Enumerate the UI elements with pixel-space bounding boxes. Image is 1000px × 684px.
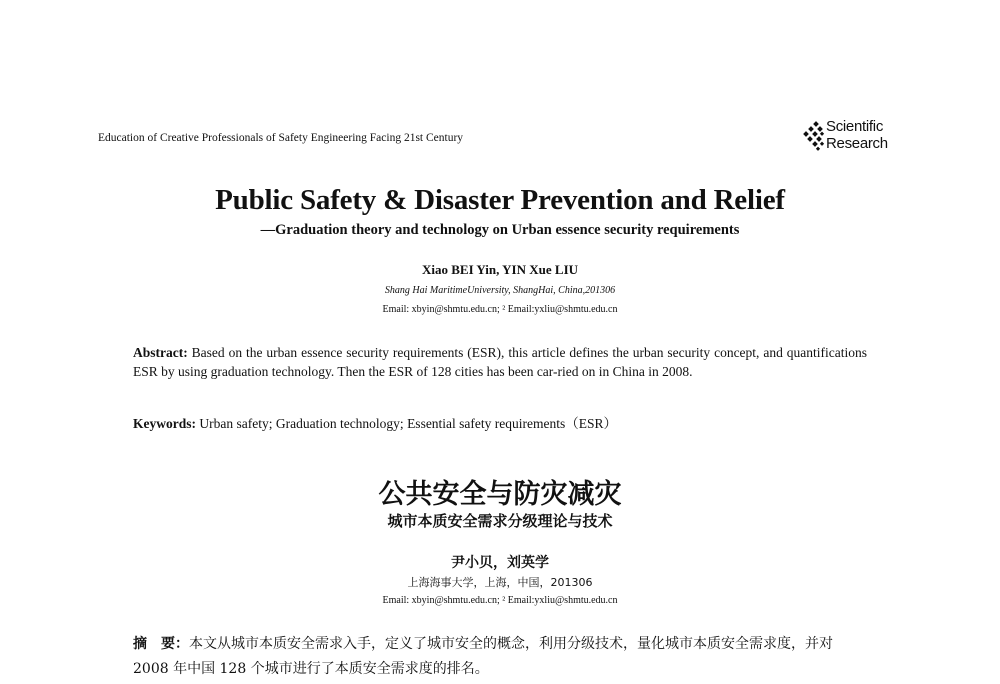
abstract-label: Abstract: xyxy=(133,345,188,360)
chinese-abstract-text: 本文从城市本质安全需求入手，定义了城市安全的概念，利用分级技术，量化城市本质安全需求度，并对 2008 年中国 128 个城市进行了本质安全需求度的排名。 xyxy=(133,636,833,677)
chinese-affiliation: 上海海事大学，上海，中国，201306 xyxy=(407,576,593,589)
running-header: Education of Creative Professionals of Safety Engineering Facing 21st Century xyxy=(98,132,464,144)
keywords xyxy=(133,412,617,432)
keywords-label: Keywords: xyxy=(133,416,196,431)
authors: Xiao BEI Yin, YIN Xue LIU xyxy=(421,262,579,277)
paper-title: Public Safety & Disaster Prevention and Relief xyxy=(215,184,785,216)
chinese-authors: 尹小贝，刘英学 xyxy=(451,555,549,571)
affiliation: Shang Hai MaritimeUniversity, ShangHai, China,201306 xyxy=(384,285,616,296)
chinese-title: 公共安全与防灾减灾 xyxy=(378,479,622,510)
chinese-abstract xyxy=(133,632,873,682)
chinese-email-line: Email: xbyin@shmtu.edu.cn; ² Email:yxliu@shmtu.edu.cn xyxy=(382,595,618,606)
logo-line1: Scientific xyxy=(826,118,884,135)
abstract-text: Based on the urban essence security requirements (ESR), this article defines the urban security concept, and quantifications ESR by using graduation technology. Then the ESR of 128 cities has been car-ried on in China in 2008. xyxy=(133,345,867,379)
keywords-text: Urban safety; Graduation technology; Essential safety requirements（ESR） xyxy=(196,416,618,431)
paper-subtitle: —Graduation theory and technology on Urban essence security requirements xyxy=(260,222,740,238)
publisher-logo xyxy=(800,118,910,158)
chinese-subtitle: 城市本质安全需求分级理论与技术 xyxy=(387,512,613,530)
logo-dots-icon xyxy=(800,120,826,154)
logo-line2: Research xyxy=(826,135,888,152)
abstract xyxy=(133,343,867,381)
email-line: Email: xbyin@shmtu.edu.cn; ² Email:yxliu@shmtu.edu.cn xyxy=(382,304,618,315)
chinese-abstract-label: 摘 要： xyxy=(133,636,189,652)
